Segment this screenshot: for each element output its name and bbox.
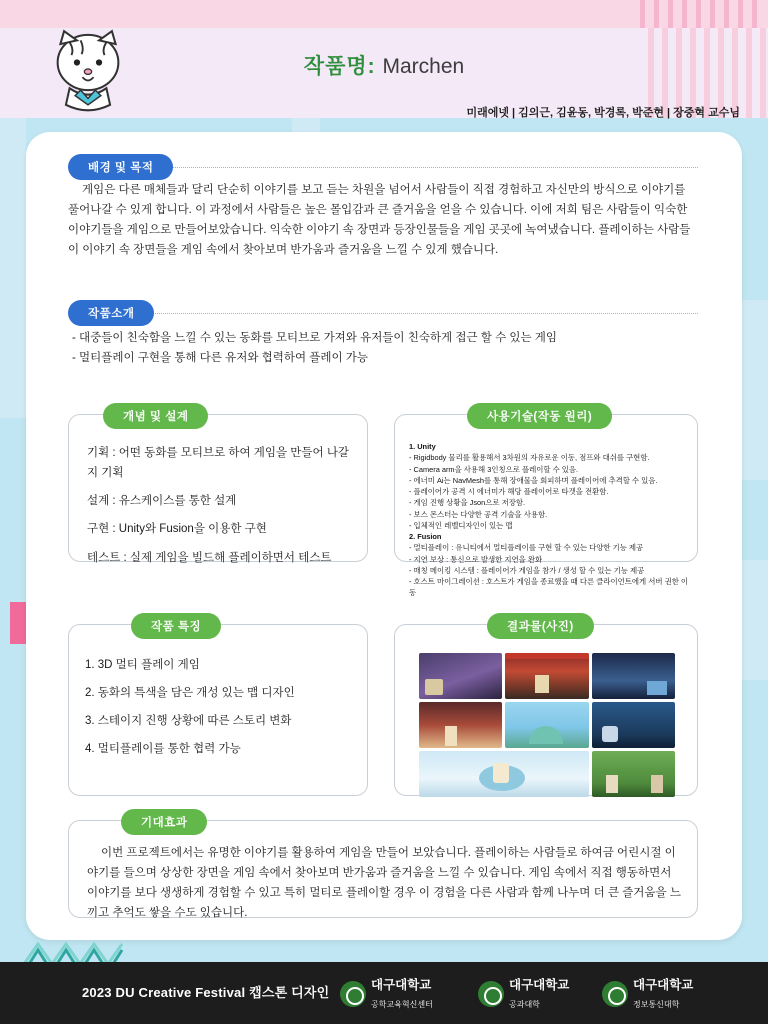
game-screenshot-2 [505,653,588,699]
game-screenshot-4 [419,702,502,748]
authors-line: 미래에넷 | 김의근, 김윤동, 박경록, 박준현 | 장중혁 교수님 [466,107,740,119]
game-screenshot-6 [592,702,675,748]
section-intro-list [72,328,702,368]
logo-name: 대구대학교 [371,978,432,992]
logo-college-of-engineering [478,976,569,1013]
tech-item: - 지연 보상 : 통신으로 발생한 지연을 완화 [409,554,543,564]
section-design-box [68,411,368,564]
tech-item: - 입체적인 레벨디자인이 있는 맵 [409,520,513,530]
game-screenshot-1 [419,653,502,699]
section-result-box [394,621,698,796]
section-effect-text: 이번 프로젝트에서는 유명한 이야기를 활용하여 게임을 만들어 보았습니다. 플레이하는 사람들로 하여금 어린시절 이야기를 들으며 상상한 장면을 게임 속에서 찾아보며 반가움과 즐거움을 느낄 수 있습니다. 게임 속에서 직접 행동하면서 이야기를 보다 생생하게 경험할 수 있고 특히 멀티로 플레이할 경우 이 경험을 다른 사람과 함께 나누며 더 큰 즐거움을 느끼고 추억도 쌓을 수도 있습니다. [87,847,681,920]
intro-line: - 멀티플레이 구현을 통해 다른 유저와 협력하여 플레이 가능 [72,352,369,365]
result-photo-grid [419,653,675,797]
university-seal-icon [478,981,504,1007]
content-card [26,132,742,940]
section-tech-pill: 사용기술(작동 원리) [467,403,612,429]
logo-sub: 공학교육혁신센터 [371,1000,433,1010]
tech-item: - 에너미 Ai는 NavMesh를 통해 장애물을 회피하며 플레이어에 추격할 수 있음. [409,475,658,485]
title-korean: 작품명 [303,55,368,78]
feature-item: 4. 멀티플레이를 통한 협력 가능 [85,743,241,756]
tech-item: - 호스트 마이그레이션 : 호스트가 게임을 종료했을 때 다른 클라이언트에게 서버 권한 이동 [409,577,689,598]
tech-item: - 멀티플레이 : 유니티에서 멀티플레이를 구현 할 수 있는 다양한 기능 제공 [409,543,644,553]
tech-item: - Rigidbody 물리를 활용해서 3차원의 자유로운 이동, 점프와 대쉬를 구현함. [409,453,650,463]
section-effect-box [68,817,698,920]
tech-group-name: 1. Unity [409,442,436,451]
bg-decoration-right-2 [742,560,768,680]
tech-item: - 플레이어가 공격 시 에너미가 해당 플레이어로 타겟을 전환함. [409,487,609,496]
design-item: 설계 : 유스케이스를 통한 설계 [87,495,237,508]
poster-footer [0,962,768,1024]
design-item: 기획 : 어떤 동화를 모티브로 하여 게임을 만들어 나갈지 기획 [87,447,350,480]
game-screenshot-8 [592,751,675,797]
bg-decoration-right [742,300,768,480]
design-item: 구현 : Unity와 Fusion을 이용한 구현 [87,523,267,536]
section-features-box [68,621,368,796]
page-title [0,50,768,80]
university-seal-icon [602,981,628,1007]
logo-name: 대구대학교 [633,978,694,992]
game-screenshot-5 [505,702,588,748]
section-background-header [68,154,698,180]
feature-item: 1. 3D 멀티 플레이 게임 [85,659,200,671]
logo-college-of-ict [602,976,693,1013]
section-background-pill: 배경 및 목적 [68,154,173,180]
tech-item: - Camera arm을 사용해 3인칭으로 플레이할 수 있음. [409,464,579,474]
title-english: Marchen [382,55,465,78]
section-effect-pill: 기대효과 [121,809,207,835]
tech-item: - 보스 몬스터는 다양한 공격 기술을 사용함. [409,509,548,519]
tech-item: - 매칭 메이킹 시스템 : 플레이어가 게임을 참가 / 생성 할 수 있는 기능 제공 [409,565,645,575]
section-intro-pill: 작품소개 [68,300,154,326]
section-design-pill: 개념 및 설계 [103,403,208,429]
feature-item: 3. 스테이지 진행 상황에 따른 스토리 변화 [85,715,292,728]
logo-sub: 정보통신대학 [633,1000,680,1010]
section-tech-box [394,411,698,598]
game-screenshot-7 [419,751,589,797]
title-separator: : [367,55,383,78]
section-result-pill: 결과물(사진) [487,613,594,639]
feature-item: 2. 동화의 특색을 담은 개성 있는 맵 디자인 [85,687,295,700]
section-intro-header [68,300,698,326]
bg-decoration-step-1 [292,118,306,132]
bg-decoration-left [0,118,26,418]
university-seal-icon [340,981,366,1007]
section-background-text: 게임은 다른 매체들과 달리 단순히 이야기를 보고 듣는 차원을 넘어서 사람들이 직접 경험하고 자신만의 방식으로 이야기를 풀어나갈 수 있게 합니다. 이 과정에서 사람들은 높은 몰입감과 큰 즐거움을 얻을 수 있습니다. 이에 저희 팀은 사람들이 익숙한 이야기들을 게임으로 만들어보았습니다. 익숙한 이야기 속 장면과 등장인물들을 게임 곳곳에 녹여냈습니다. 플레이하는 사람들이 이야기 속 장면들을 게임 속에서 찾아보며 반가움과 즐거움을 느낄 수 있게 했습니다. [68,184,691,257]
game-screenshot-3 [592,653,675,699]
design-item: 테스트 : 실제 게임을 빌드해 플레이하면서 테스트 [87,551,332,564]
tech-item: - 게임 진행 상황을 Json으로 저장함. [409,498,526,508]
logo-engineering-innovation-center [340,976,433,1013]
footer-title: 2023 DU Creative Festival 캡스톤 디자인 [82,985,330,1000]
section-features-pill: 작품 특징 [131,613,221,639]
logo-sub: 공과대학 [509,1000,540,1010]
tech-group-name: 2. Fusion [409,532,442,541]
intro-line: - 대중들이 친숙함을 느낄 수 있는 동화를 모티브로 가져와 유저들이 친숙하게 접근 할 수 있는 게임 [72,332,558,344]
logo-name: 대구대학교 [509,978,570,992]
